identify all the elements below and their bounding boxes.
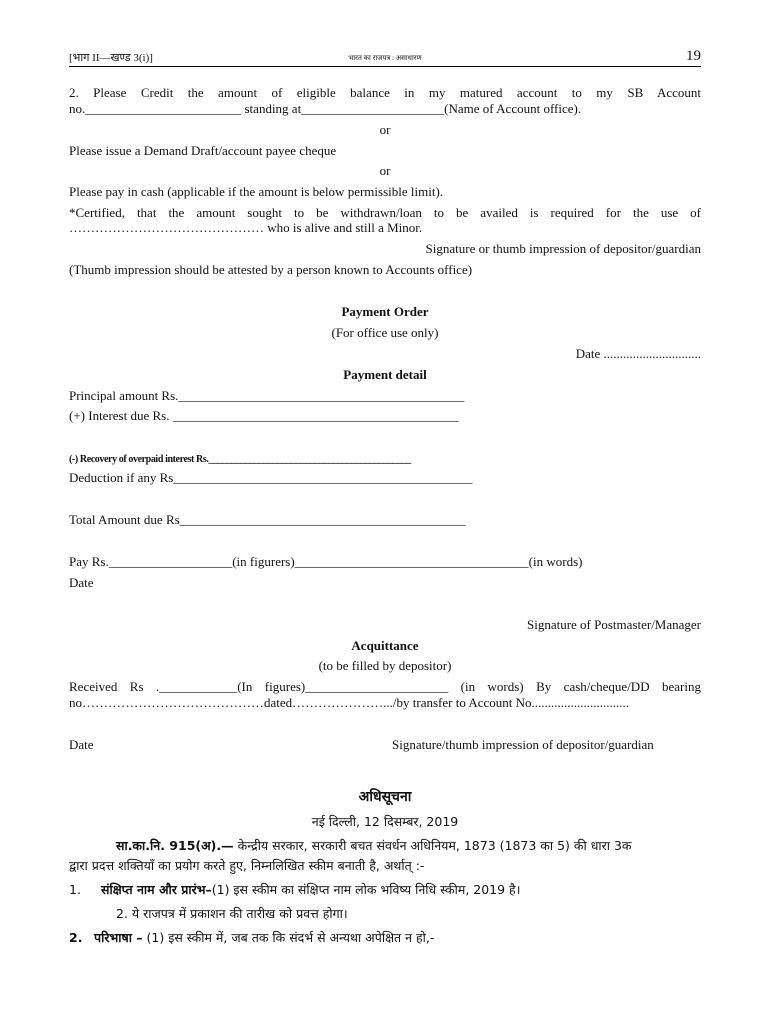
- item2-text: (1) इस स्कीम में, जब तक कि संदर्भ से अन्यथा अपेक्षित न हो,-: [142, 930, 435, 945]
- item1-heading: संक्षिप्त नाम और प्रारंभ–: [101, 882, 212, 897]
- received-line2: no……………………………………dated………………….../by transfer to Account No..............................: [69, 695, 630, 710]
- item1-sub: 2. ये राजपत्र में प्रकाशन की तारीख को प्रवत्त होगा।: [116, 906, 348, 921]
- total-amount-line: Total Amount due Rs____________________________________________: [69, 512, 466, 527]
- item2-heading: परिभाषा –: [94, 930, 143, 945]
- pay-cash-option: Please pay in cash (applicable if the amount is below permissible limit).: [69, 184, 444, 199]
- demand-draft-option: Please issue a Demand Draft/account payee cheque: [69, 143, 337, 158]
- item1-number: 1.: [69, 882, 81, 897]
- payment-detail-title: Payment detail: [343, 367, 427, 382]
- or-separator-2: or: [379, 163, 391, 178]
- item1-text: (1) इस स्कीम का संक्षिप्त नाम लोक भविष्य निधि स्कीम, 2019 है।: [211, 882, 521, 897]
- item2-number: 2.: [69, 930, 83, 945]
- notification-place-date: नई दिल्ली, 12 दिसम्बर, 2019: [311, 814, 459, 829]
- item2-line: [94, 930, 434, 946]
- payment-order-title: Payment Order: [341, 304, 429, 319]
- thumb-impression-note: (Thumb impression should be attested by a person known to Accounts office): [69, 262, 473, 277]
- header-gazette-title: भारत का राजपत्र : असाधारण: [348, 54, 422, 62]
- depositor-signature-label: Signature or thumb impression of depositor/guardian: [425, 241, 701, 256]
- header-section-label: [भाग II—खण्ड 3(i)]: [69, 52, 153, 64]
- certified-line1: *Certified, that the amount sought to be withdrawn/loan to be availed is required for the use of: [69, 205, 701, 220]
- intro-text: केन्द्रीय सरकार, सरकारी बचत संवर्धन अधिनियम, 1873 (1873 का 5) की धारा 3क: [233, 838, 632, 853]
- recovery-overpaid-line: (-) Recovery of overpaid interest Rs.____________________________________________: [69, 454, 411, 465]
- gsr-number: सा.का.नि. 915(अ).—: [116, 838, 234, 853]
- payment-date-label: Date: [69, 575, 94, 590]
- acquittance-title: Acquittance: [351, 638, 419, 653]
- certified-line2: ……………………………………… who is alive and still a Minor.: [69, 220, 423, 235]
- pay-amount-line: Pay Rs.___________________(in figurers)____________________________________(in words): [69, 554, 583, 569]
- acquittance-signature-label: Signature/thumb impression of depositor/guardian: [392, 737, 654, 752]
- postmaster-signature-label: Signature of Postmaster/Manager: [526, 617, 701, 632]
- or-separator-1: or: [379, 122, 391, 137]
- item1-line: [101, 882, 520, 898]
- notification-title: अधिसूचना: [358, 789, 412, 805]
- notification-intro-line2: द्वारा प्रदत्त शक्तियाँ का प्रयोग करते हुए, निम्नलिखित स्कीम बनाती है, अर्थात् :-: [69, 858, 425, 873]
- acquittance-date-label: Date: [69, 737, 94, 752]
- payment-order-date: Date ..............................: [575, 346, 701, 361]
- header-rule: [69, 66, 701, 67]
- para2-line2: no.________________________ standing at______________________(Name of Account office).: [69, 101, 582, 116]
- received-line1: Received Rs .____________(In figures)______________________ (in words) By cash/cheque/DD bearing: [69, 679, 701, 694]
- payment-order-subtitle: (For office use only): [331, 325, 439, 340]
- interest-due-line: (+) Interest due Rs. ____________________________________________: [69, 408, 459, 423]
- notification-intro-line1: [116, 838, 632, 854]
- para2-line1: 2. Please Credit the amount of eligible balance in my matured account to my SB Account: [69, 85, 701, 100]
- deduction-line: Deduction if any Rs______________________________________________: [69, 470, 473, 485]
- page-number: 19: [686, 48, 701, 64]
- acquittance-subtitle: (to be filled by depositor): [318, 658, 452, 673]
- principal-amount-line: Principal amount Rs.____________________________________________: [69, 388, 465, 403]
